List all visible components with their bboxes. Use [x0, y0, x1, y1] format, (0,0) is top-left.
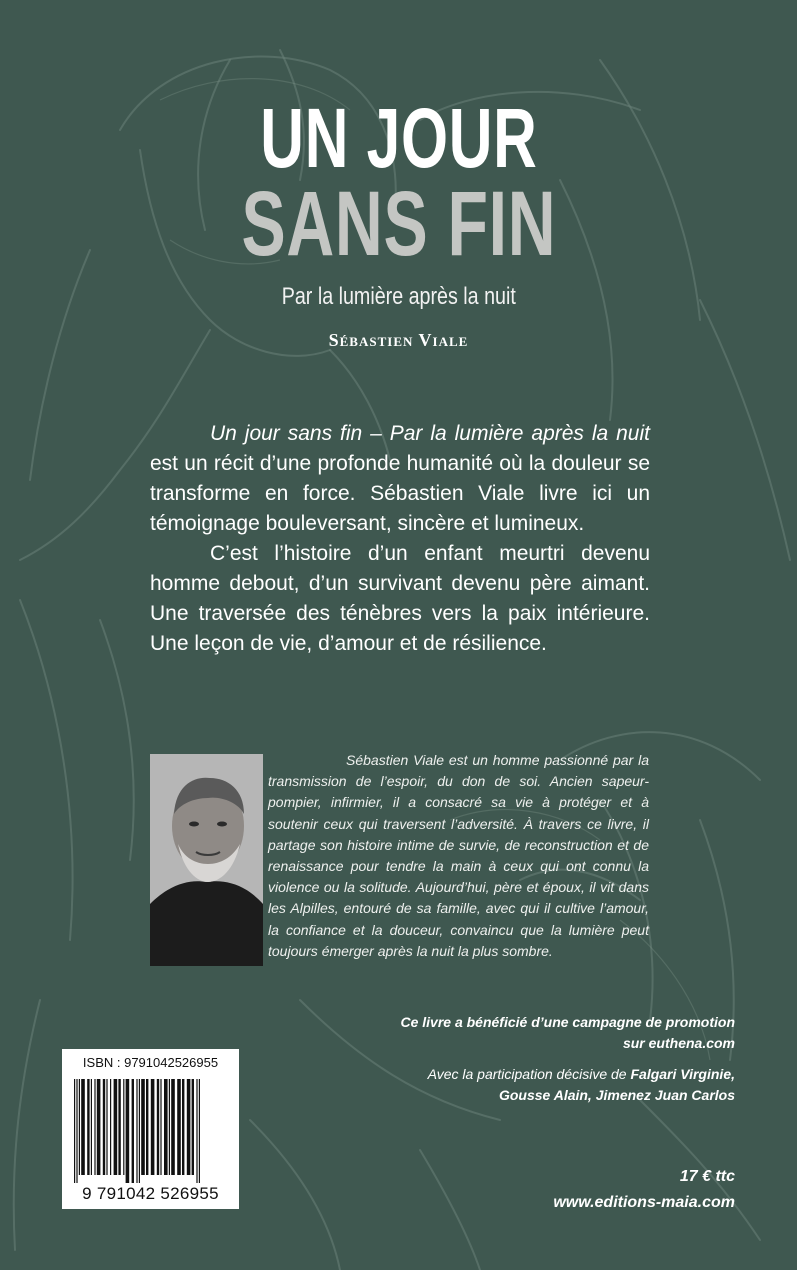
barcode-bar	[87, 1079, 89, 1175]
participation-note	[335, 1064, 735, 1106]
blurb-title-italic: Un jour sans fin – Par la lumière après la nuit	[210, 422, 650, 445]
barcode-bar	[146, 1079, 148, 1175]
barcode-bar	[79, 1079, 80, 1175]
promotion-line-2: sur euthena.com	[622, 1035, 735, 1051]
participation-names-1: Falgari Virginie,	[630, 1066, 735, 1082]
barcode-bar	[199, 1079, 200, 1183]
participation-line-2	[335, 1085, 735, 1106]
barcode-bar	[171, 1079, 175, 1175]
barcode-bar	[157, 1079, 159, 1175]
blurb-paragraph-1	[150, 419, 650, 539]
barcode-bar	[103, 1079, 105, 1175]
barcode-bar	[76, 1079, 77, 1183]
isbn-barcode-box	[62, 1049, 239, 1209]
barcode-bar	[177, 1079, 181, 1175]
participation-names-2: Gousse Alain, Jimenez Juan Carlos	[498, 1087, 735, 1103]
barcode-bar	[91, 1079, 92, 1175]
barcode-bar	[192, 1079, 194, 1175]
price: 17 € ttc	[679, 1168, 735, 1185]
participation-line-1	[335, 1064, 735, 1085]
blurb-paragraph-1-text: est un récit d’une profonde humanité où la douleur se transforme en force. Sébastien Viale livre ici un témoignage bouleversant, sincère et lumineux.	[150, 452, 650, 535]
barcode-bar	[123, 1079, 124, 1175]
barcode-bar	[151, 1079, 155, 1175]
barcode-bar	[126, 1079, 130, 1183]
isbn-label: ISBN : 9791042526955	[82, 1055, 219, 1070]
book-title-line1: UN JOUR	[260, 91, 538, 185]
barcode-bar	[139, 1079, 140, 1183]
price-block	[335, 1164, 735, 1216]
author-name: Sébastien Viale	[328, 330, 469, 350]
book-title-line2: SANS FIN	[241, 173, 557, 275]
barcode-bar	[81, 1079, 85, 1175]
barcode-bar	[164, 1079, 168, 1175]
barcode-bar	[136, 1079, 137, 1183]
barcode-bar	[74, 1079, 75, 1183]
book-blurb	[150, 419, 650, 659]
barcode-bar	[106, 1079, 107, 1175]
barcode-bar	[160, 1079, 161, 1175]
publisher-website: www.editions-maia.com	[553, 1194, 735, 1211]
author-photo	[150, 754, 263, 966]
barcode-bar	[97, 1079, 101, 1175]
promotion-line-1: Ce livre a bénéficié d’une campagne de promotion	[400, 1014, 735, 1030]
barcode-bar	[169, 1079, 170, 1175]
barcode-bar	[94, 1079, 95, 1175]
promotion-note	[335, 1012, 735, 1054]
barcode-bar	[141, 1079, 145, 1175]
book-subtitle: Par la lumière après la nuit	[281, 283, 516, 310]
isbn-digits: 9 791042 526955	[82, 1184, 219, 1203]
participation-prefix: Avec la participation décisive de	[427, 1066, 631, 1082]
blurb-paragraph-2: C’est l’histoire d’un enfant meurtri devenu homme debout, d’un survivant devenu père aimant. Une traversée des ténèbres vers la paix intérieure. Une leçon de vie, d’amour et de résilience.	[150, 542, 650, 655]
barcode-bar	[196, 1079, 197, 1183]
barcode-bar	[132, 1079, 134, 1183]
barcode-bar	[118, 1079, 120, 1175]
barcode-bar	[182, 1079, 184, 1175]
author-biography: Sébastien Viale est un homme passionné par la transmission de l’espoir, du don de soi. Ancien sapeur-pompier, infirmier, il a consacré sa vie à protéger et à soutenir ceux qui traversent l’adversité. À travers ce livre, il partage son histoire intime de survie, de reconstruction et de renaissance pour tendre la main à ceux qui ont connu la violence ou la solitude. Aujourd’hui, père et époux, il vit dans les Alpilles, entouré de sa famille, avec qui il cultive l’amour, la confiance et la douceur, convaincu que la lumière peut toujours émerger après la nuit la plus sombre.	[268, 752, 649, 959]
barcode-graphic	[72, 1079, 229, 1183]
barcode-bar	[114, 1079, 118, 1175]
barcode-bar	[187, 1079, 191, 1175]
barcode-bar	[110, 1079, 111, 1175]
